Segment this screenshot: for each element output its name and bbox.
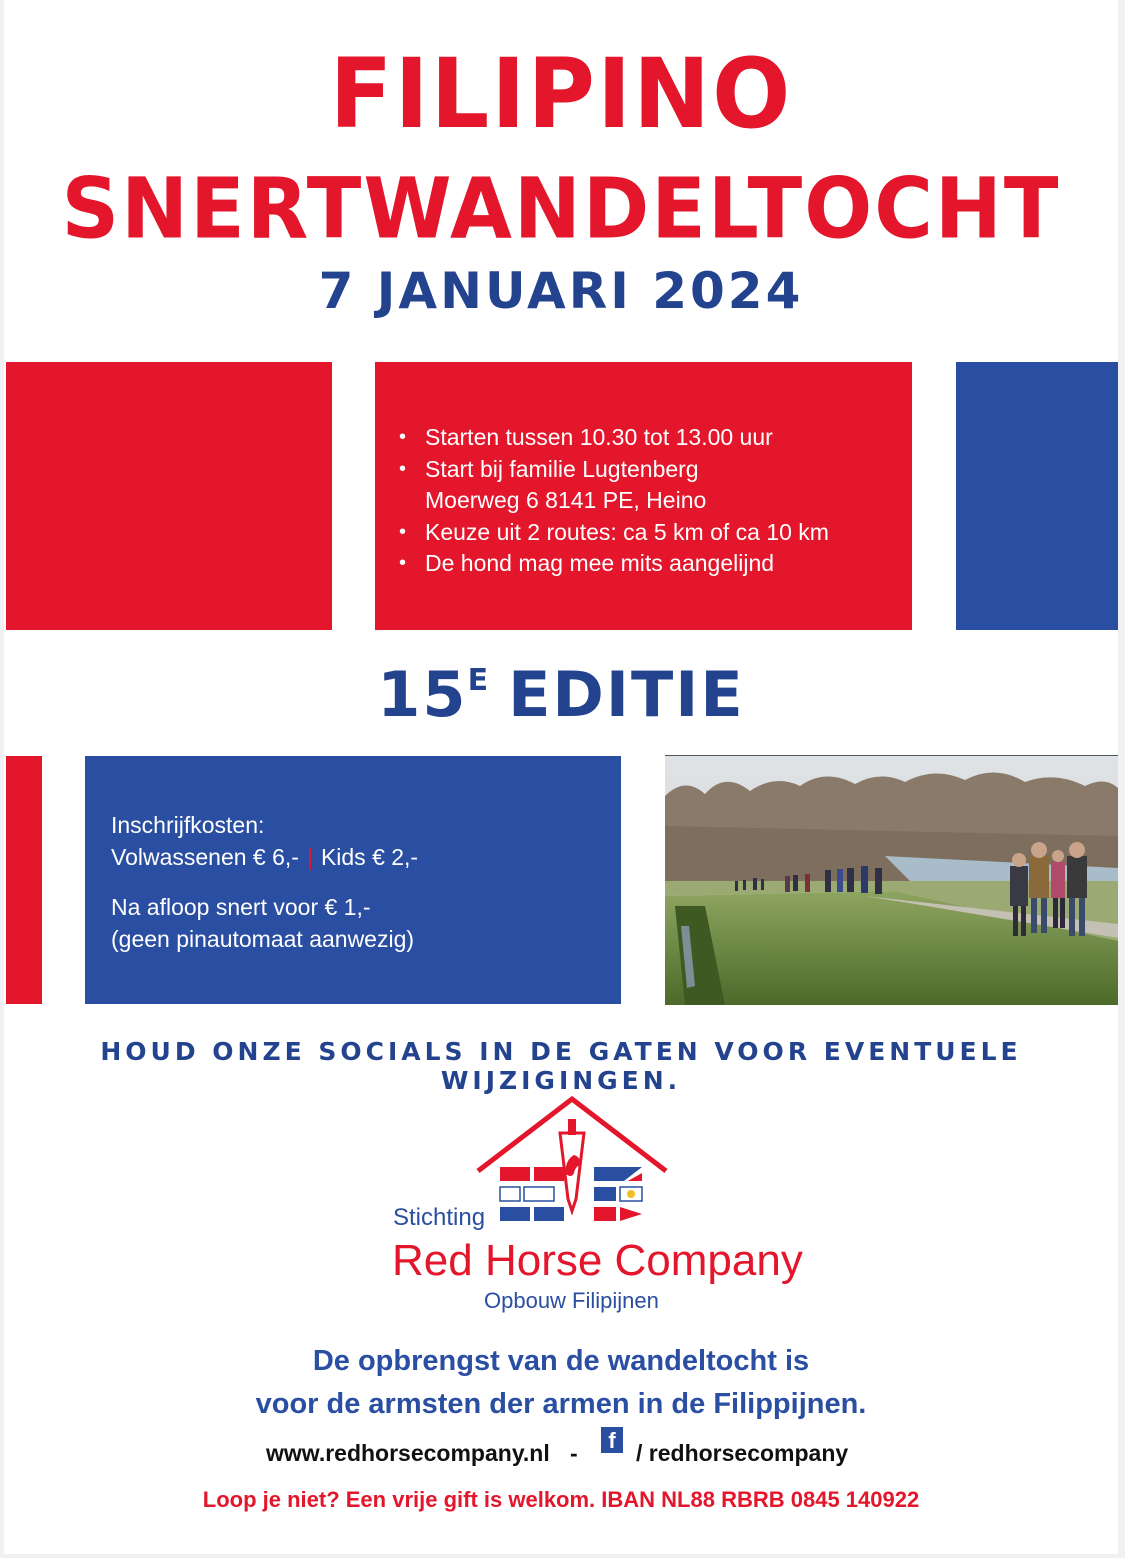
red-block-left (6, 362, 332, 630)
contact-links (4, 1428, 1118, 1471)
fee-kids: Kids € 2,- (320, 843, 419, 870)
poster (4, 0, 1118, 1554)
donation-note: Loop je niet? Een vrije gift is welkom. IBAN NL88 RBRB 0845 140922 (202, 1487, 920, 1512)
logo-house-icon (474, 1093, 670, 1233)
fees-heading: Inschrijfkosten: (111, 812, 265, 838)
blue-block-right (956, 362, 1118, 630)
walkers-photo-illustration (665, 756, 1118, 1005)
fee-adults: Volwassenen € 6,- (111, 843, 299, 870)
red-strip-left (6, 756, 42, 1004)
fees-box (85, 756, 621, 1004)
edition-label: EDITIE (508, 658, 745, 731)
fees-prices (111, 842, 611, 874)
info-item-start-location: • Start bij familie Lugtenberg Moerweg 6 8141 PE, Heino (399, 454, 899, 517)
edition-superscript: E (467, 663, 491, 698)
info-item-address: Moerweg 6 8141 PE, Heino (425, 487, 707, 513)
info-item-dogs: • De hond mag mee mits aangelijnd (399, 548, 899, 580)
edition-number: 15 (377, 658, 468, 731)
socials-banner: HOUD ONZE SOCIALS IN DE GATEN VOOR EVENTUELE WIJZIGINGEN. (100, 1037, 1022, 1095)
facebook-icon[interactable]: f (601, 1427, 623, 1453)
website-link[interactable]: www.redhorsecompany.nl (266, 1440, 550, 1466)
link-separator: - (570, 1440, 578, 1466)
title-line-2: SNERTWANDELTOCHT (61, 160, 1061, 258)
walkers-photo (665, 755, 1118, 1005)
edition-heading (4, 658, 1118, 731)
proceeds-line-1: De opbrengst van de wandeltocht is (312, 1345, 810, 1377)
soup-price: Na afloop snert voor € 1,- (111, 894, 371, 920)
logo-tagline: Opbouw Filipijnen (484, 1288, 659, 1313)
logo-company-name: Red Horse Company (392, 1236, 803, 1285)
info-box (375, 362, 912, 630)
fee-separator: | (306, 843, 313, 870)
title-line-1: FILIPINO (329, 38, 793, 151)
no-atm-note: (geen pinautomaat aanwezig) (111, 925, 415, 952)
info-item-start-time: • Starten tussen 10.30 tot 13.00 uur (399, 422, 899, 454)
event-date: 7 JANUARI 2024 (318, 262, 804, 320)
proceeds-line-2: voor de armsten der armen in de Filippijnen. (255, 1388, 867, 1420)
logo-prefix: Stichting (393, 1204, 486, 1231)
info-list (399, 422, 899, 580)
facebook-handle[interactable]: / redhorsecompany (636, 1440, 849, 1466)
info-item-routes: • Keuze uit 2 routes: ca 5 km of ca 10 km (399, 517, 899, 549)
red-horse-house-logo (474, 1093, 670, 1233)
